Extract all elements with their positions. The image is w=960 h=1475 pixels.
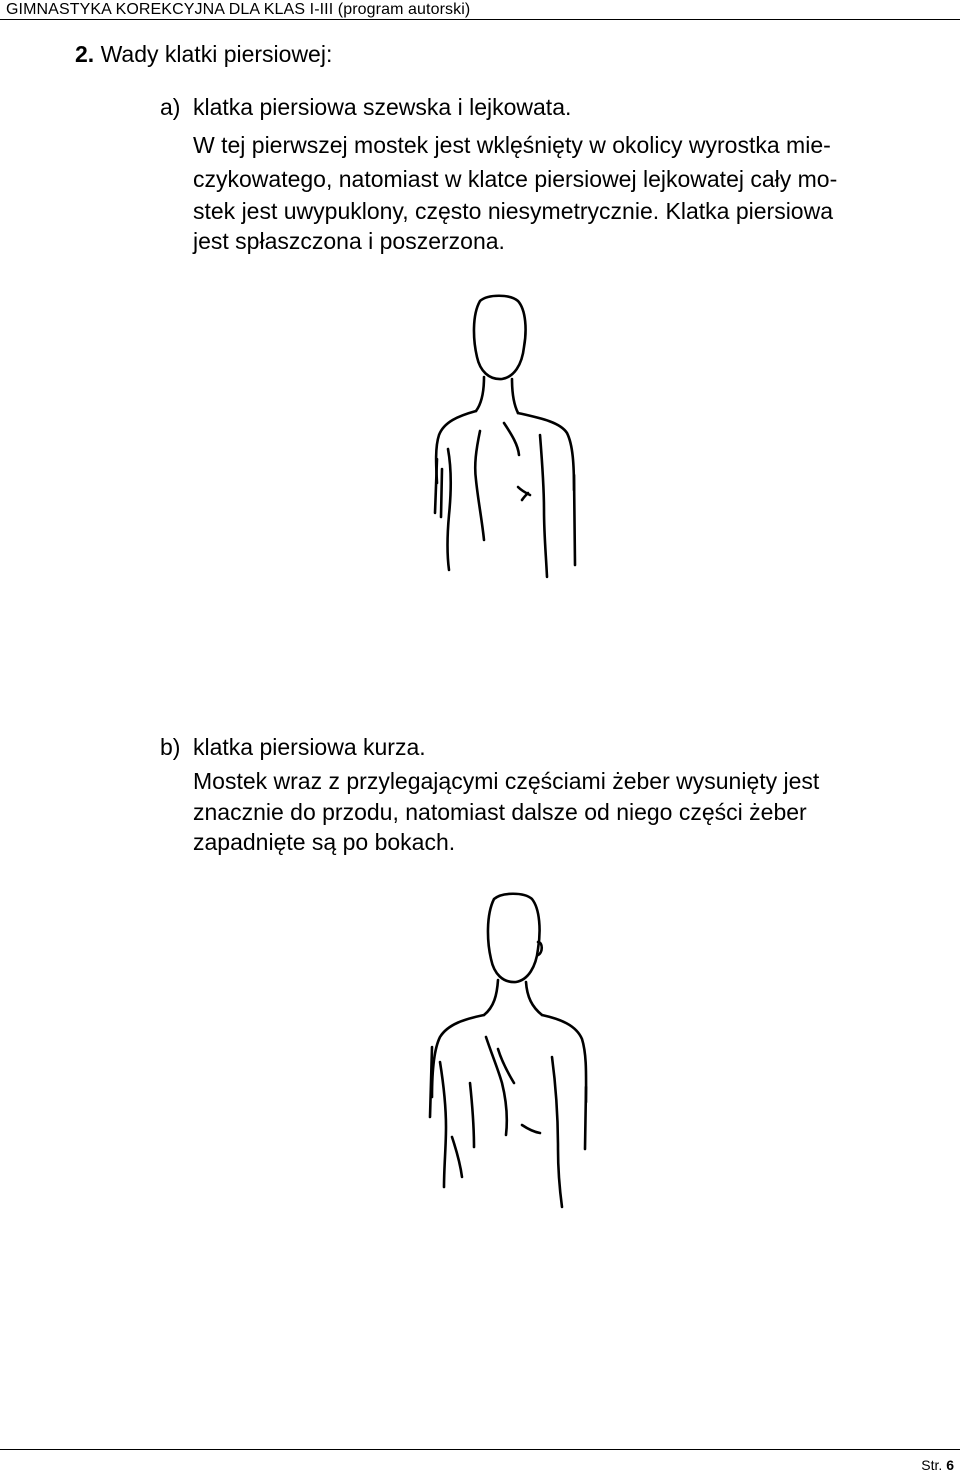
page-number-value: 6 bbox=[946, 1457, 954, 1473]
item-b-line: zapadnięte są po bokach. bbox=[193, 829, 456, 855]
header-title: GIMNASTYKA KOREKCYJNA DLA KLAS I-III (program autorski) bbox=[6, 1, 471, 18]
torso-sketch-pigeon-chest-icon bbox=[410, 887, 592, 1212]
item-a-line: czykowatego, natomiast w klatce piersiowej lejkowatej cały mo- bbox=[193, 166, 838, 192]
section-heading bbox=[75, 38, 332, 70]
item-a-title: klatka piersiowa szewska i lejkowata. bbox=[193, 94, 572, 120]
item-a-line: jest spłaszczona i poszerzona. bbox=[193, 228, 505, 254]
page-number bbox=[921, 1456, 954, 1474]
section-title: Wady klatki piersiowej: bbox=[100, 41, 333, 67]
item-a-label: a) bbox=[160, 94, 181, 120]
item-b-label: b) bbox=[160, 734, 181, 760]
header-divider bbox=[0, 19, 960, 20]
footer-divider bbox=[0, 1449, 960, 1450]
item-b-line: znacznie do przodu, natomiast dalsze od niego części żeber bbox=[193, 799, 807, 825]
item-a-line: stek jest uwypuklony, często niesymetrycznie. Klatka piersiowa bbox=[193, 198, 834, 224]
page-prefix: Str. bbox=[921, 1457, 943, 1473]
item-a-line: W tej pierwszej mostek jest wklęśnięty w okolicy wyrostka mie- bbox=[193, 132, 831, 158]
section-number: 2. bbox=[75, 41, 95, 67]
item-b-line: Mostek wraz z przylegającymi częściami żeber wysunięty jest bbox=[193, 768, 820, 794]
item-b-title: klatka piersiowa kurza. bbox=[193, 734, 426, 760]
torso-sketch-funnel-chest-icon bbox=[410, 285, 578, 580]
